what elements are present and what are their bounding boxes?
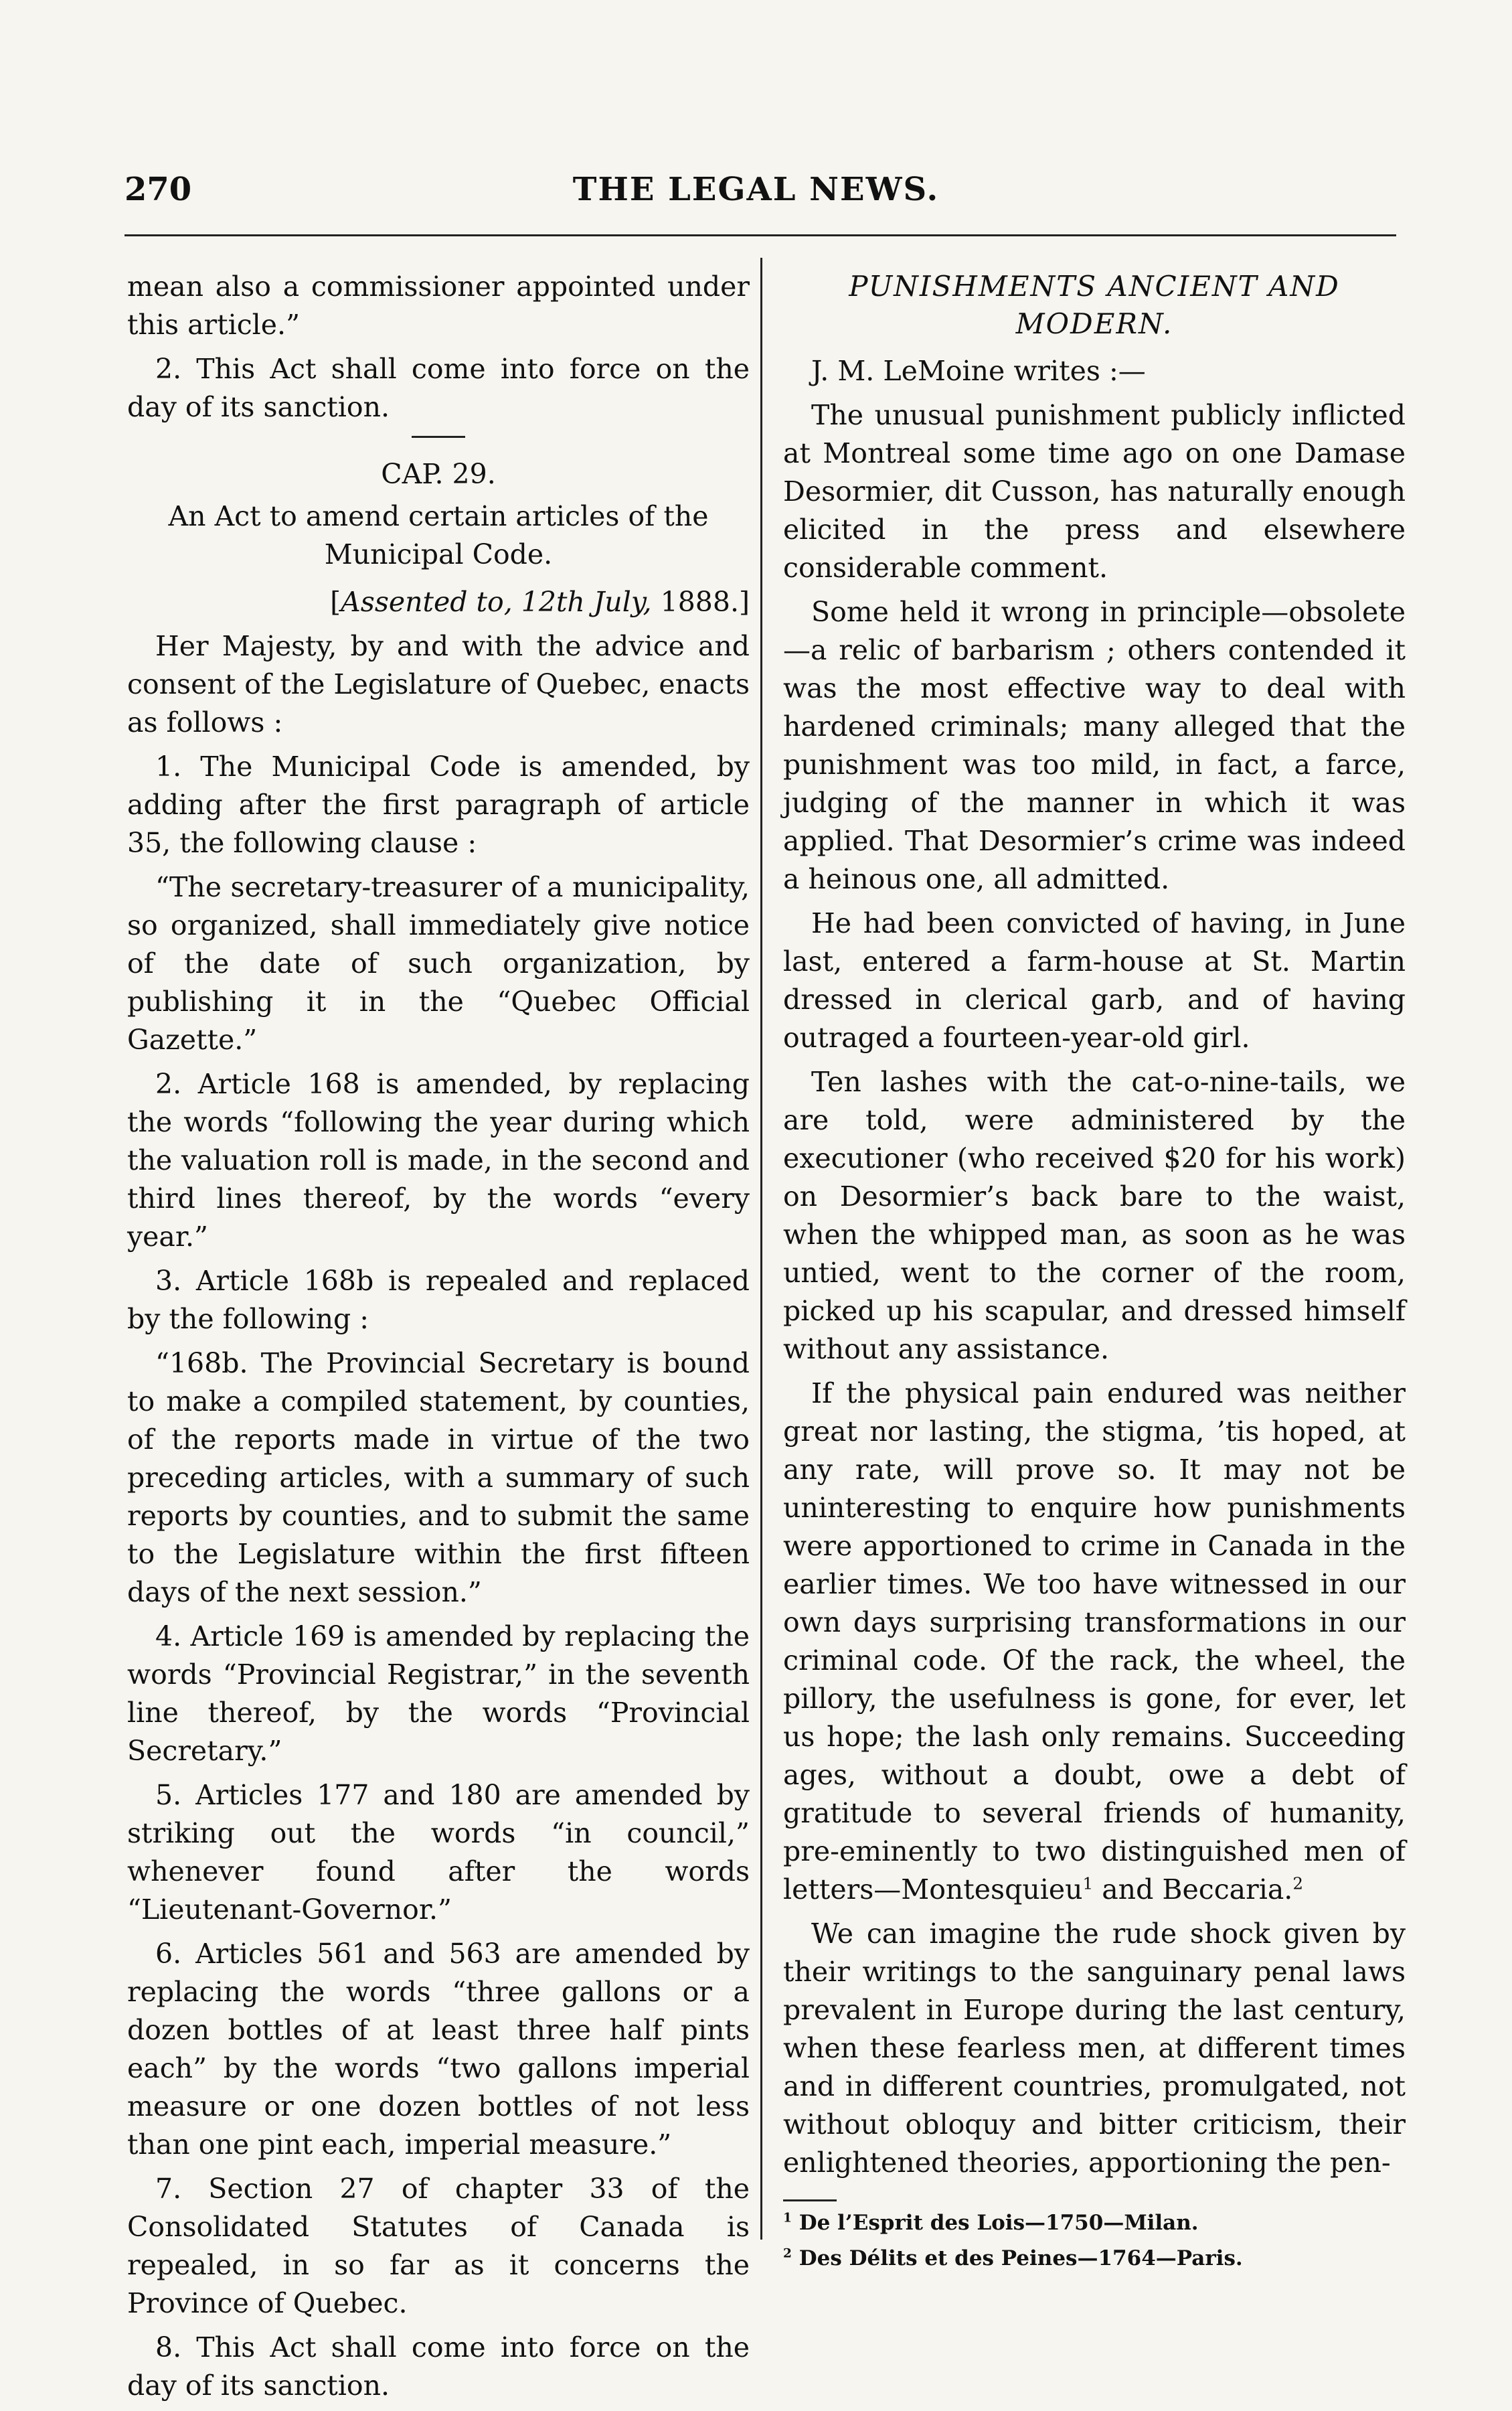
running-title: THE LEGAL NEWS. bbox=[572, 171, 940, 208]
footnote-mark: 1 bbox=[783, 2211, 792, 2226]
paragraph-text: If the physical pain endured was neither great nor lasting, the stigma, ’tis hoped, at any rate, will prove so. It may not be uninteresting to enquire how punishments were apportioned to crime in Canada in the earlier times. We too have witnessed in our own days surprising transformations in our criminal code. Of the rack, the wheel, the pillory, the usefulness is gone, for ever, let us hope; the lash only remains. Succeeding ages, without a doubt, owe a debt of gratitude to several friends of humanity, pre-eminently to two distinguished men of letters—Montesquieu bbox=[783, 1377, 1406, 1906]
header-rule bbox=[124, 234, 1396, 236]
paragraph: 6. Articles 561 and 563 are amended by replacing the words “three gallons or a dozen bottles of at least three half pints each” by the words “two gallons imperial measure or one dozen bottles of not less than one pint each, imperial measure.” bbox=[127, 1938, 750, 2161]
right-column bbox=[783, 268, 1406, 2279]
page-number: 270 bbox=[124, 171, 192, 208]
article-title: PUNISHMENTS ANCIENT AND MODERN. bbox=[849, 270, 1340, 340]
chapter-heading: CAP. 29. bbox=[381, 458, 496, 490]
footnote-ref: 2 bbox=[1292, 1873, 1303, 1893]
footnote bbox=[783, 2244, 1406, 2273]
assent-line: [Assented to, 12th July, 1888.] bbox=[330, 586, 750, 618]
assent-date: Assented to, 12th July, bbox=[341, 586, 652, 618]
footnote-rule bbox=[783, 2199, 837, 2201]
footnote-ref: 1 bbox=[1082, 1873, 1094, 1893]
paragraph: 8. This Act shall come into force on the day of its sanction. bbox=[127, 2331, 750, 2402]
paragraph: 1. The Municipal Code is amended, by adding after the first paragraph of article 35, the following clause : bbox=[127, 751, 750, 859]
paragraph: 3. Article 168b is repealed and replaced by the following : bbox=[127, 1265, 750, 1335]
paragraph: “168b. The Provincial Secretary is bound to make a compiled statement, by counties, of the reports made in virtue of the two preceding articles, with a summary of such reports by counties, and to submit the same to the Legislature within the first fifteen days of the next session.” bbox=[127, 1347, 750, 1608]
paragraph-text: and Beccaria. bbox=[1093, 1873, 1293, 1906]
paragraph: Some held it wrong in principle—obsolete —a relic of barbarism ; others contended it was the most effective way to deal with hardened criminals; many alleged that the punishment was too mild, in fact, a farce, judging of the manner in which it was applied. That Desormier’s crime was indeed a heinous one, all admitted. bbox=[783, 596, 1406, 895]
left-column bbox=[127, 268, 750, 2411]
footnote-text: Des Délits et des Peines—1764—Paris. bbox=[791, 2246, 1243, 2270]
paragraph bbox=[783, 1375, 1406, 1909]
paragraph: We can imagine the rude shock given by their writings to the sanguinary penal laws prevalent in Europe during the last century, when these fearless men, at different times and in different countries, promulgated, not without obloquy and bitter criticism, their enlightened theories, apportioning the pen- bbox=[783, 1918, 1406, 2179]
paragraph: Ten lashes with the cat-o-nine-tails, we are told, were administered by the executioner (who received $20 for his work) on Desormier’s back bare to the waist, when the whipped man, as soon as he was untied, went to the corner of the room, picked up his scapular, and dressed himself without any assistance. bbox=[783, 1066, 1406, 1365]
byline: J. M. LeMoine writes :— bbox=[811, 355, 1146, 387]
paragraph: Her Majesty, by and with the advice and consent of the Legislature of Quebec, enacts as follows : bbox=[127, 630, 750, 738]
section-separator bbox=[412, 436, 465, 438]
footnote-mark: 2 bbox=[783, 2246, 792, 2261]
paragraph: 2. This Act shall come into force on the day of its sanction. bbox=[127, 353, 750, 423]
paragraph: “The secretary-treasurer of a municipality, so organized, shall immediately give notice of the date of such organization, by publishing it in the “Quebec Official Gazette.” bbox=[127, 871, 750, 1056]
footnote-text: De l’Esprit des Lois—1750—Milan. bbox=[791, 2211, 1199, 2235]
paragraph: 4. Article 169 is amended by replacing the words “Provincial Registrar,” in the seventh line thereof, by the words “Provincial Secretary.” bbox=[127, 1620, 750, 1767]
paragraph: 2. Article 168 is amended, by replacing the words “following the year during which the valuation roll is made, in the second and third lines thereof, by the words “every year.” bbox=[127, 1068, 750, 1253]
column-divider bbox=[760, 258, 762, 2240]
paragraph: 7. Section 27 of chapter 33 of the Consolidated Statutes of Canada is repealed, in so far as it concerns the Province of Quebec. bbox=[127, 2173, 750, 2319]
act-title: An Act to amend certain articles of the Municipal Code. bbox=[168, 500, 709, 570]
assent-year: 1888. bbox=[660, 586, 739, 618]
paragraph: mean also a commissioner appointed under this article.” bbox=[127, 270, 750, 341]
paragraph: The unusual punishment publicly inflicted at Montreal some time ago on one Damase Desormier, dit Cusson, has naturally enough elicited in the press and elsewhere considerable comment. bbox=[783, 399, 1406, 584]
paragraph: 5. Articles 177 and 180 are amended by striking out the words “in council,” whenever found after the words “Lieutenant-Governor.” bbox=[127, 1779, 750, 1926]
paragraph: He had been convicted of having, in June last, entered a farm-house at St. Martin dressed in clerical garb, and of having outraged a fourteen-year-old girl. bbox=[783, 907, 1406, 1054]
footnote bbox=[783, 2208, 1406, 2238]
